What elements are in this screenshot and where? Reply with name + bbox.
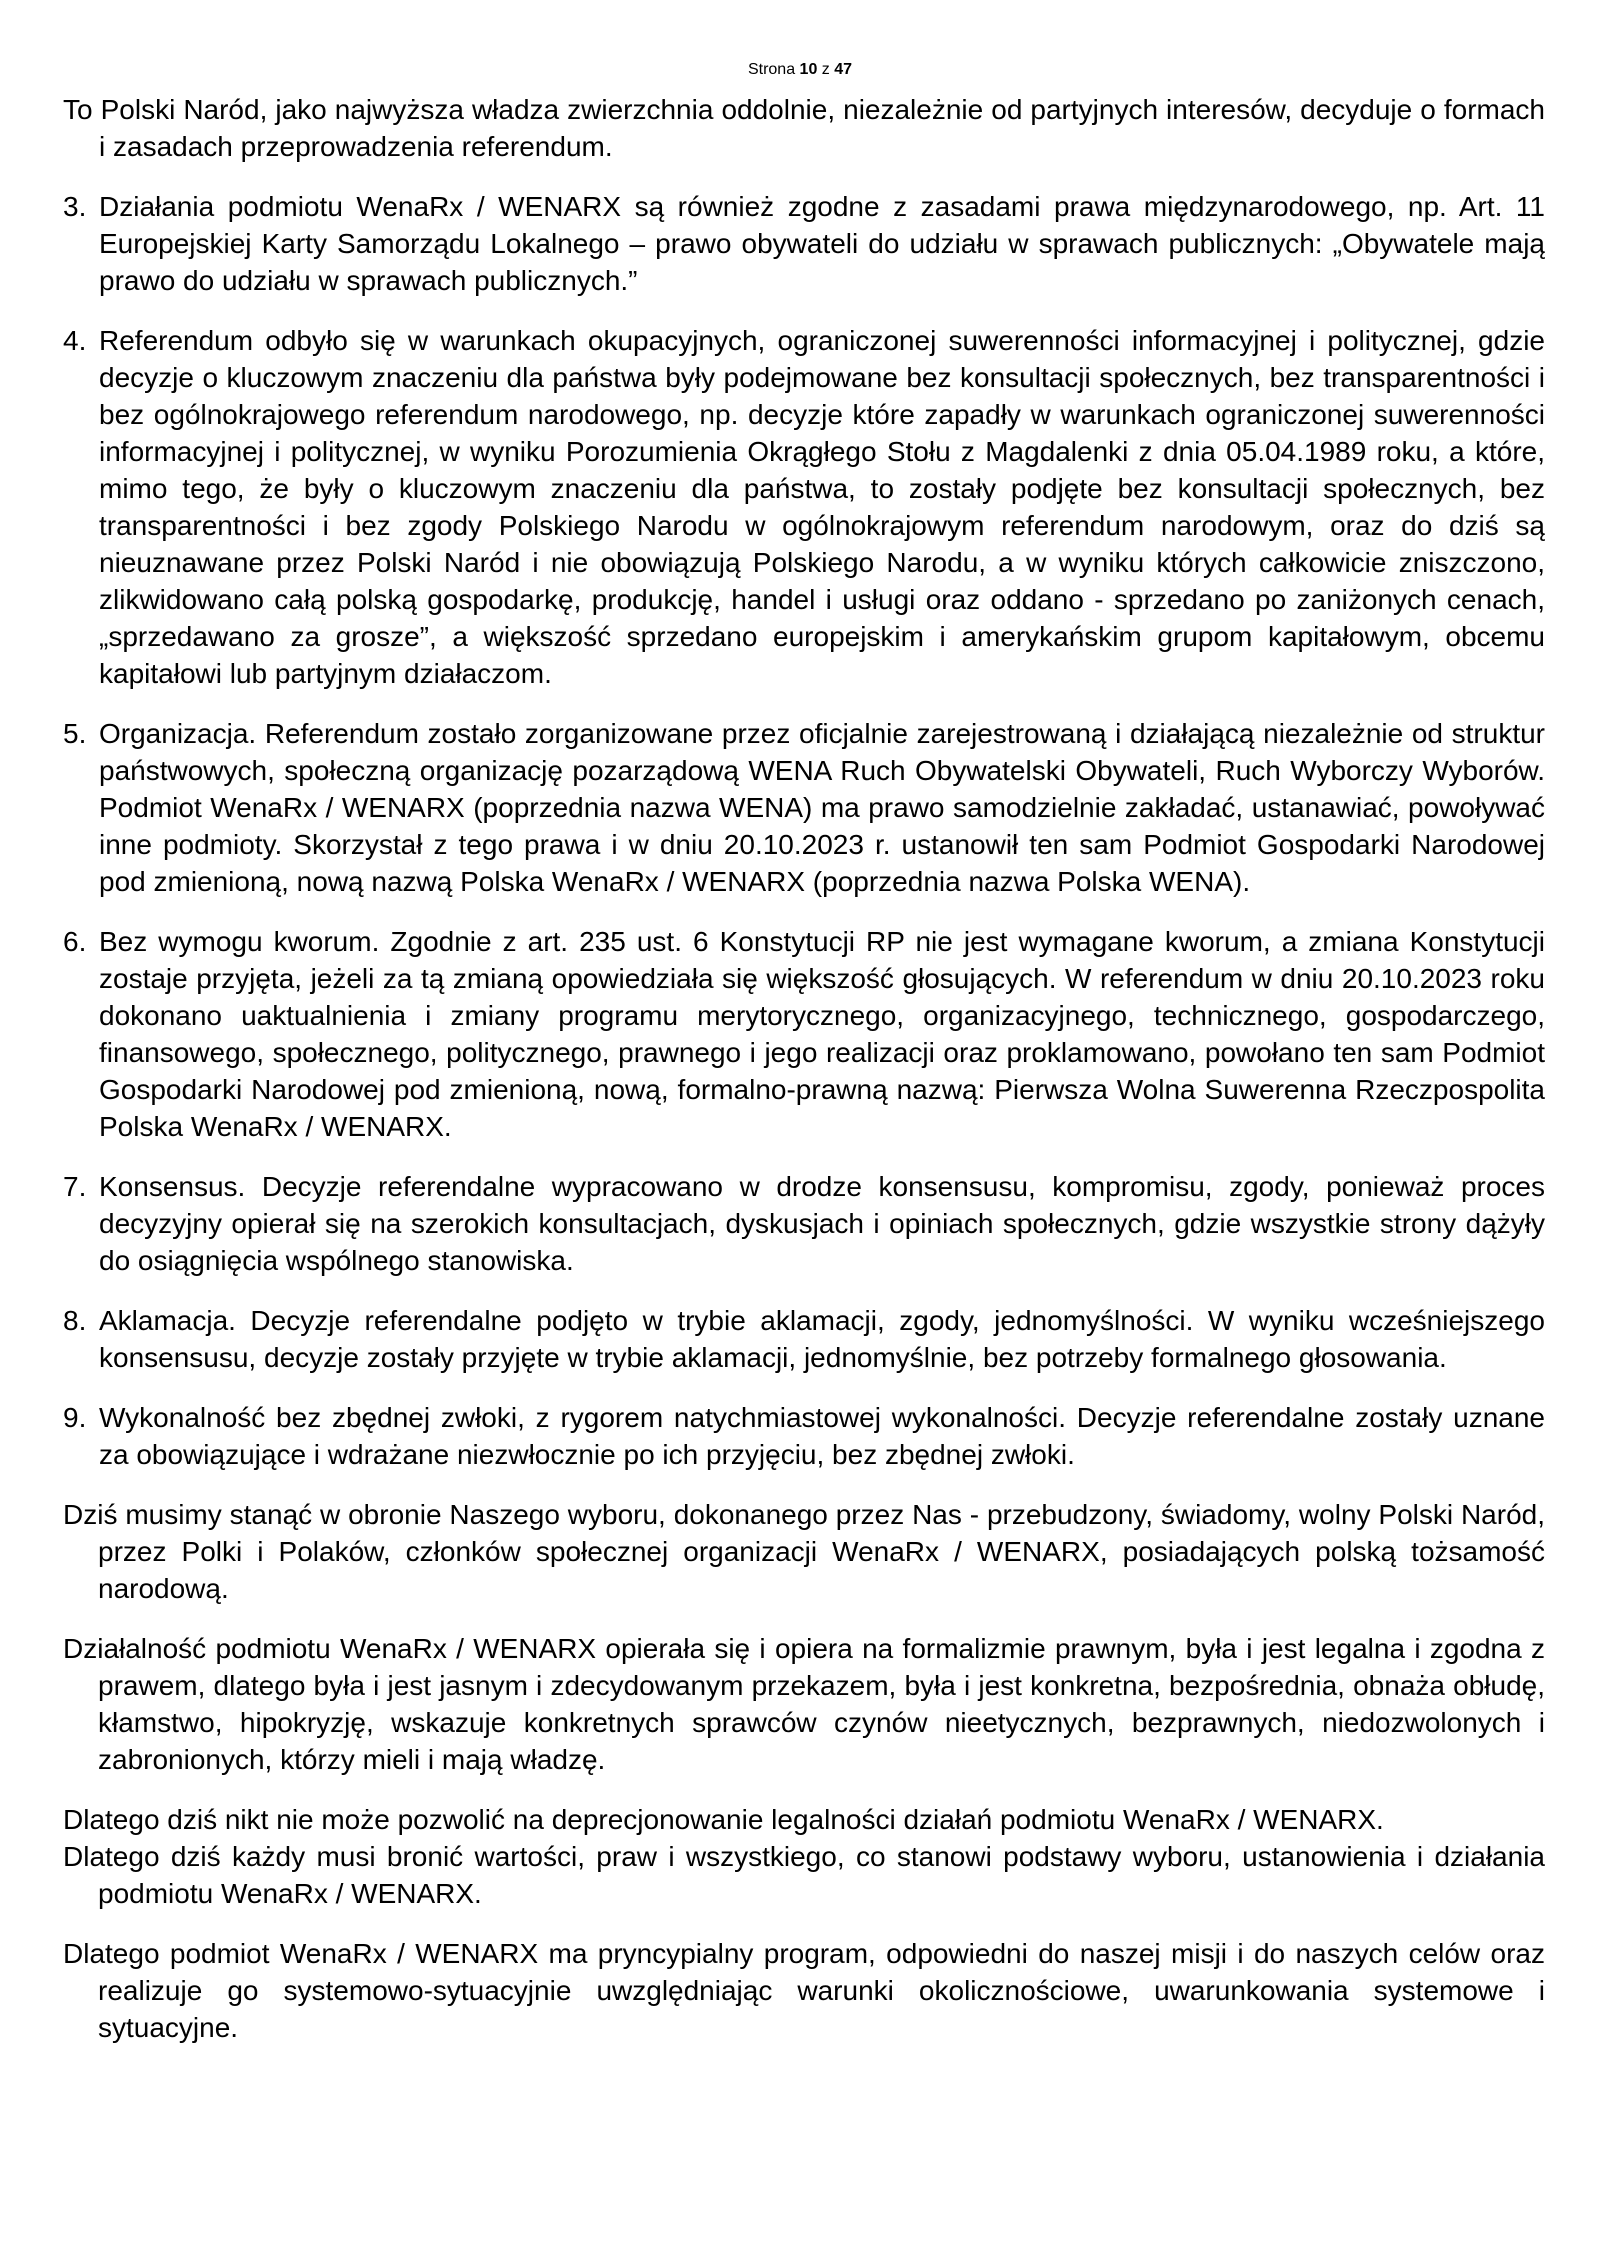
list-item-number: 6. bbox=[63, 926, 87, 957]
list-item-text: Organizacja. Referendum zostało zorganizowane przez oficjalnie zarejestrowaną i działającą niezależnie od struktur państwowych, społeczną organizację pozarządową WENA Ruch Obywatelski Obywateli, Ruch Wyborczy Wyborów. Podmiot WenaRx / WENARX (poprzednia nazwa WENA) ma prawo samodzielnie zakładać, ustanawiać, powoływać inne podmioty. Skorzystał z tego prawa i w dniu 20.10.2023 r. ustanowił ten sam Podmiot Gospodarki Narodowej pod zmienioną, nową nazwą Polska WenaRx / WENARX (poprzednia nazwa Polska WENA). bbox=[99, 718, 1545, 897]
closing-paragraph-2: Działalność podmiotu WenaRx / WENARX opierała się i opiera na formalizmie prawnym, była i jest legalna i zgodna z prawem, dlatego była i jest jasnym i zdecydowanym przekazem, była i jest konkretna, bezpośrednia, obnaża obłudę, kłamstwo, hipokryzję, wskazuje konkretnych sprawców czynów nieetycznych, bezprawnych, niedozwolonych i zabronionych, którzy mieli i mają władzę. bbox=[63, 1633, 1545, 1775]
list-item-9 bbox=[63, 1399, 1545, 1473]
list-item-text: Konsensus. Decyzje referendalne wypracowano w drodze konsensusu, kompromisu, zgody, ponieważ proces decyzyjny opierał się na szerokich konsultacjach, dyskusjach i opiniach społecznych, gdzie wszystkie strony dążyły do osiągnięcia wspólnego stanowiska. bbox=[99, 1171, 1545, 1276]
list-item-text: Aklamacja. Decyzje referendalne podjęto w trybie aklamacji, zgody, jednomyślności. W wyniku wcześniejszego konsensusu, decyzje zostały przyjęte w trybie aklamacji, jednomyślnie, bez potrzeby formalnego głosowania. bbox=[99, 1305, 1545, 1373]
header-separator: z bbox=[821, 61, 830, 78]
list-item-number: 9. bbox=[63, 1402, 87, 1433]
list-item-text: Bez wymogu kworum. Zgodnie z art. 235 ust. 6 Konstytucji RP nie jest wymagane kworum, a zmiana Konstytucji zostaje przyjęta, jeżeli za tą zmianą opowiedziała się większość głosujących. W referendum w dniu 20.10.2023 roku dokonano uaktualnienia i zmiany programu merytorycznego, organizacyjnego, technicznego, gospodarczego, finansowego, społecznego, politycznego, prawnego i jego realizacji oraz proklamowano, powołano ten sam Podmiot Gospodarki Narodowej pod zmienioną, nową, formalno-prawną nazwą: Pierwsza Wolna Suwerenna Rzeczpospolita Polska WenaRx / WENARX. bbox=[99, 926, 1545, 1142]
header-total-pages: 47 bbox=[834, 61, 853, 78]
closing-paragraph-1: Dziś musimy stanąć w obronie Naszego wyboru, dokonanego przez Nas - przebudzony, świadomy, wolny Polski Naród, przez Polki i Polaków, członków społecznej organizacji WenaRx / WENARX, posiadających polską tożsamość narodową. bbox=[63, 1499, 1545, 1604]
list-item-4 bbox=[63, 322, 1545, 692]
list-item-3 bbox=[63, 188, 1545, 299]
list-item-number: 8. bbox=[63, 1305, 87, 1336]
list-item-7 bbox=[63, 1168, 1545, 1279]
list-item-number: 4. bbox=[63, 325, 87, 356]
list-item-number: 3. bbox=[63, 191, 87, 222]
list-item-8 bbox=[63, 1302, 1545, 1376]
list-item-number: 5. bbox=[63, 718, 87, 749]
header-prefix: Strona bbox=[747, 61, 796, 78]
header-page-number: 10 bbox=[799, 61, 818, 78]
closing-paragraph-3: Dlatego dziś nikt nie może pozwolić na deprecjonowanie legalności działań podmiotu WenaRx / WENARX. bbox=[63, 1804, 1384, 1835]
document-body bbox=[63, 91, 1545, 2046]
page-number-header bbox=[0, 60, 1600, 80]
intro-paragraph: To Polski Naród, jako najwyższa władza zwierzchnia oddolnie, niezależnie od partyjnych interesów, decyduje o formach i zasadach przeprowadzenia referendum. bbox=[63, 94, 1545, 162]
list-item-5 bbox=[63, 715, 1545, 900]
list-item-number: 7. bbox=[63, 1171, 87, 1202]
closing-paragraph-4: Dlatego dziś każdy musi bronić wartości, praw i wszystkiego, co stanowi podstawy wyboru, ustanowienia i działania podmiotu WenaRx / WENARX. bbox=[63, 1841, 1545, 1909]
list-item-6 bbox=[63, 923, 1545, 1145]
list-item-text: Referendum odbyło się w warunkach okupacyjnych, ograniczonej suwerenności informacyjnej i politycznej, gdzie decyzje o kluczowym znaczeniu dla państwa były podejmowane bez konsultacji społecznych, bez transparentności i bez ogólnokrajowego referendum narodowego, np. decyzje które zapadły w warunkach ograniczonej suwerenności informacyjnej i politycznej, w wyniku Porozumienia Okrągłego Stołu z Magdalenki z dnia 05.04.1989 roku, a które, mimo tego, że były o kluczowym znaczeniu dla państwa, to zostały podjęte bez konsultacji społecznych, bez transparentności i bez zgody Polskiego Narodu w ogólnokrajowym referendum narodowym, oraz do dziś są nieuznawane przez Polski Naród i nie obowiązują Polskiego Narodu, a w wyniku których całkowicie zniszczono, zlikwidowano całą polską gospodarkę, produkcję, handel i usługi oraz oddano - sprzedano po zaniżonych cenach, „sprzedawano za grosze”, a większość sprzedano europejskim i amerykańskim grupom kapitałowym, obcemu kapitałowi lub partyjnym działaczom. bbox=[99, 325, 1545, 689]
list-item-text: Działania podmiotu WenaRx / WENARX są również zgodne z zasadami prawa międzynarodowego, np. Art. 11 Europejskiej Karty Samorządu Lokalnego – prawo obywateli do udziału w sprawach publicznych: „Obywatele mają prawo do udziału w sprawach publicznych.” bbox=[99, 191, 1545, 296]
list-item-text: Wykonalność bez zbędnej zwłoki, z rygorem natychmiastowej wykonalności. Decyzje referendalne zostały uznane za obowiązujące i wdrażane niezwłocznie po ich przyjęciu, bez zbędnej zwłoki. bbox=[99, 1402, 1545, 1470]
closing-paragraph-5: Dlatego podmiot WenaRx / WENARX ma pryncypialny program, odpowiedni do naszej misji i do naszych celów oraz realizuje go systemowo-sytuacyjnie uwzględniając warunki okolicznościowe, uwarunkowania systemowe i sytuacyjne. bbox=[63, 1938, 1545, 2043]
